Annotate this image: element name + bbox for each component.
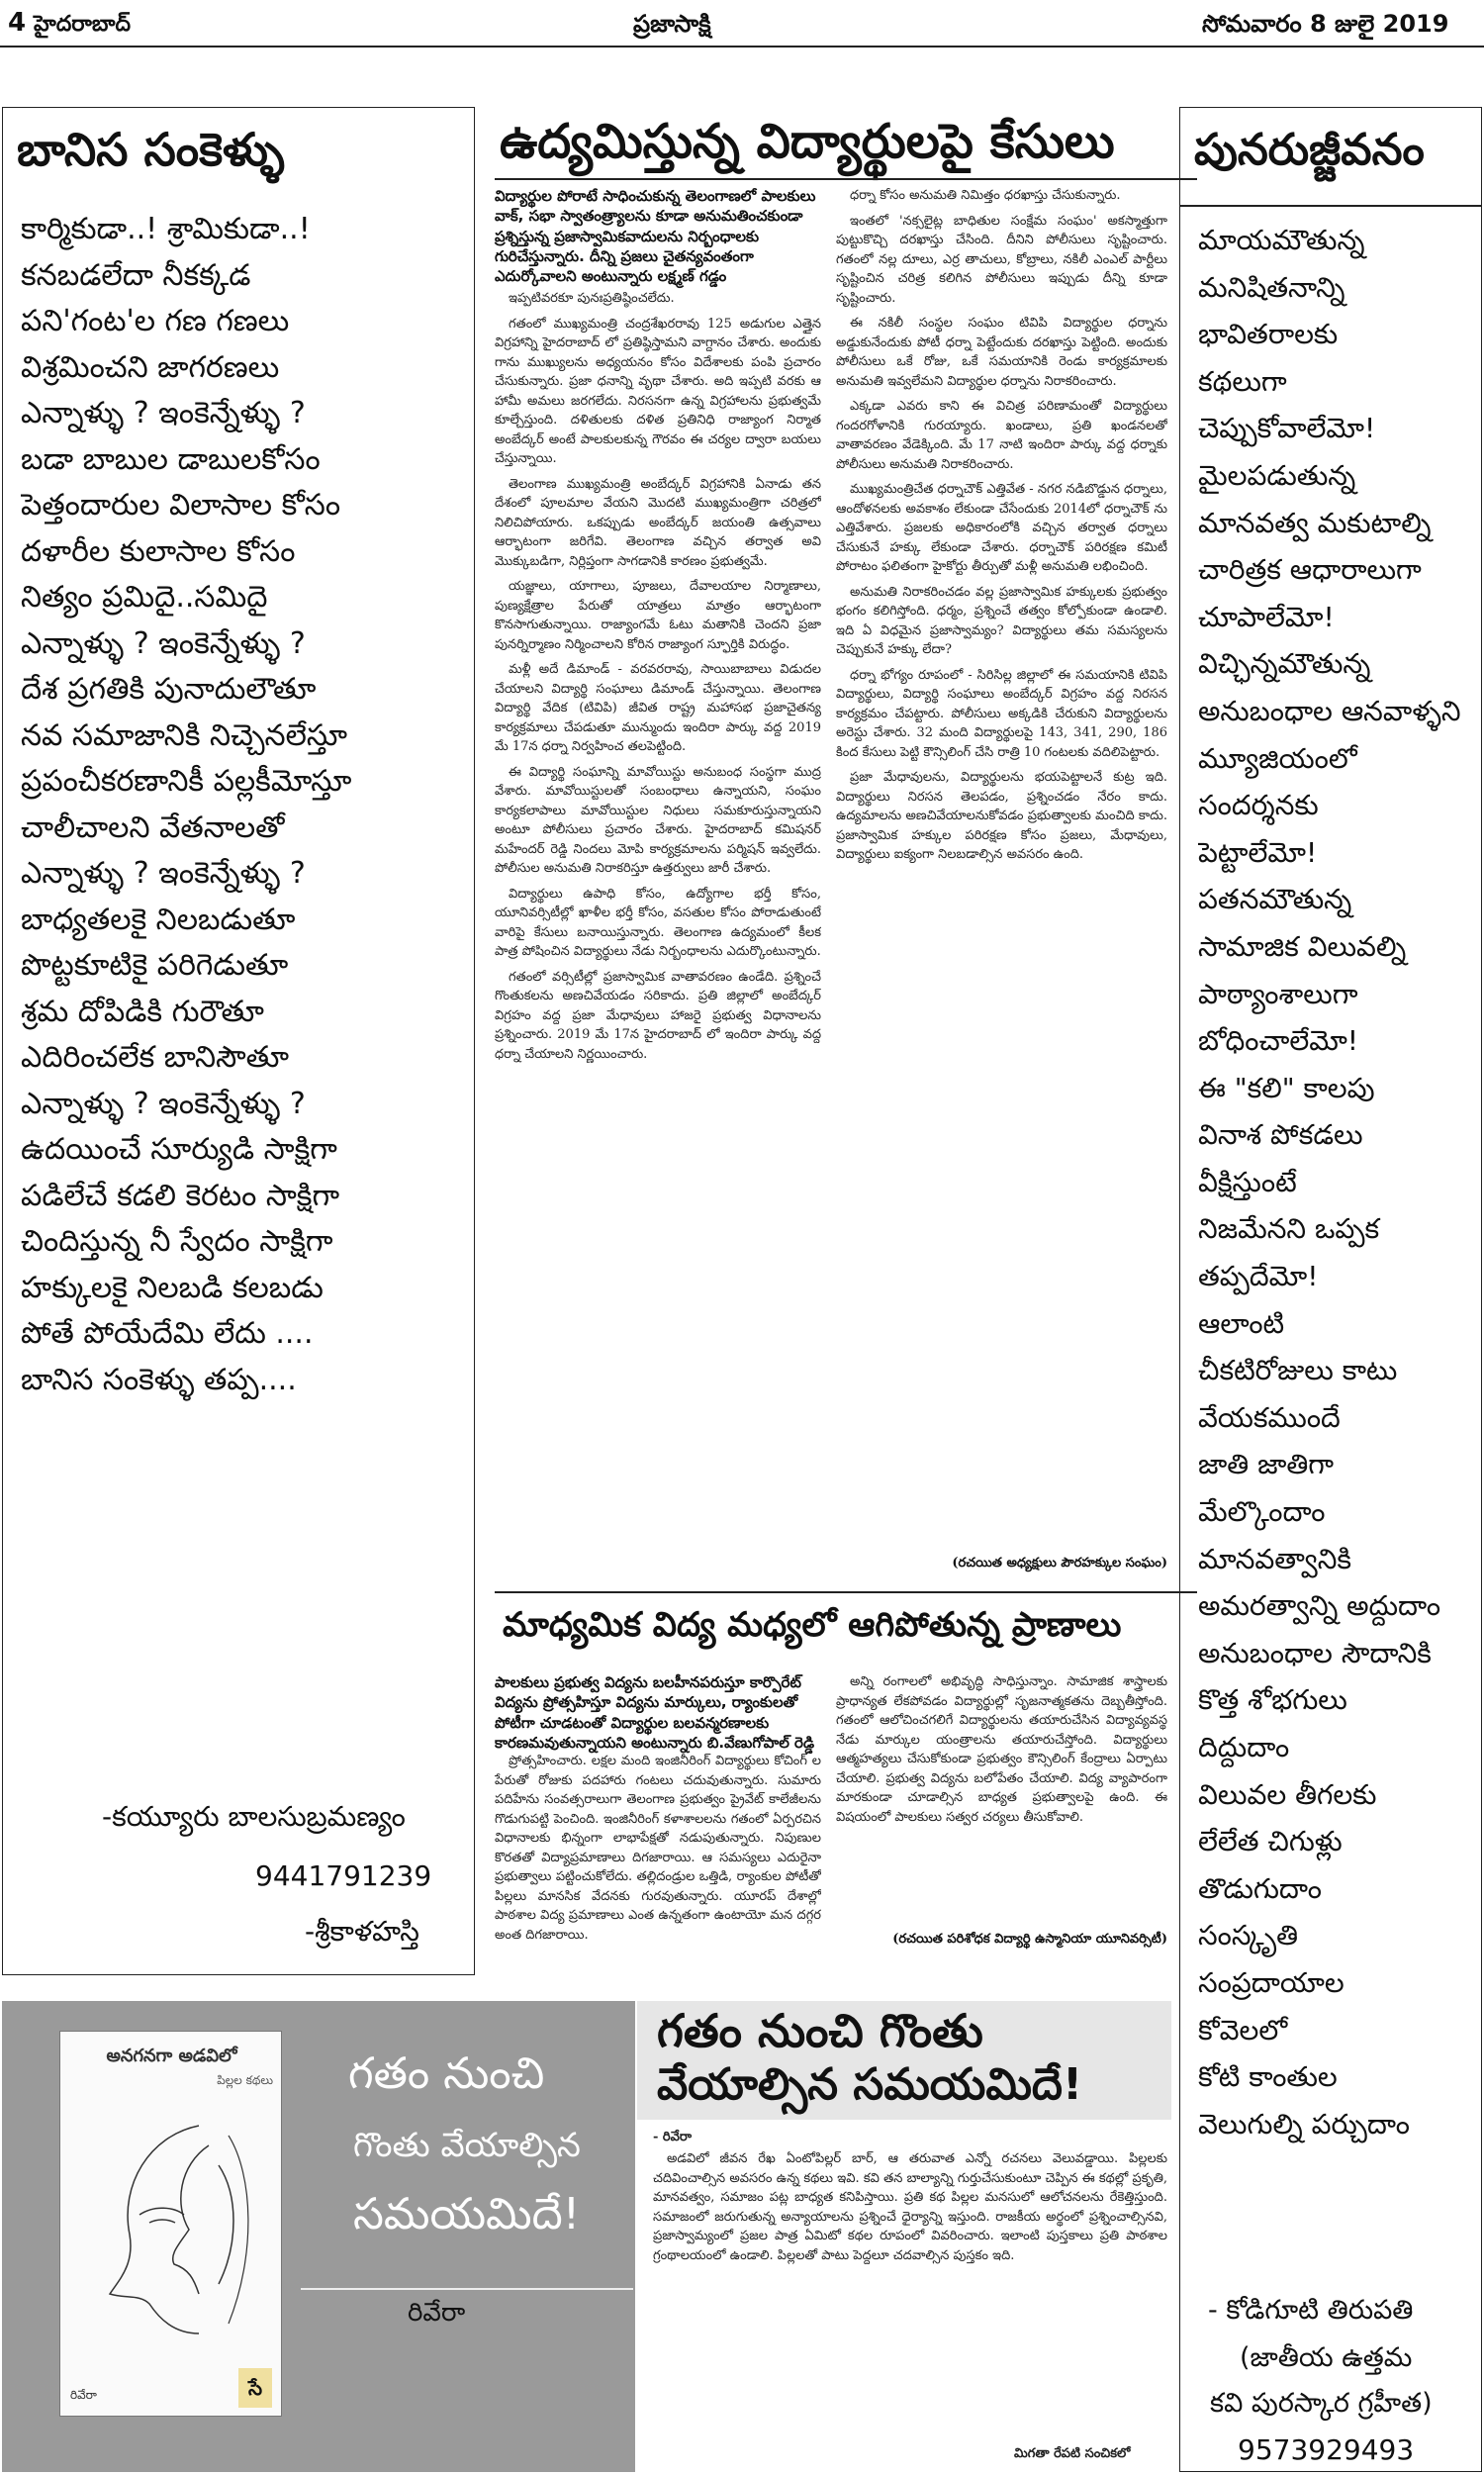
masthead: ప్రజాసాక్షి: [633, 10, 711, 38]
poem-line: పని'గంట'ల గణ గణలు: [21, 304, 290, 338]
poem-line: చారిత్రక ఆధారాలుగా: [1198, 553, 1422, 587]
poem-line: నిజమేనని ఒప్పక: [1198, 1212, 1380, 1246]
paragraph: ఇప్పటివరకూ పునఃప్రతిష్ఠించలేదు.: [509, 291, 675, 306]
poem-line: బడా బాబుల డాబులకోసం: [21, 441, 321, 477]
right-poem-lines: [1198, 217, 1475, 2147]
right-poem-author: - కోడిగూటి తిరుపతి: [1208, 2295, 1414, 2326]
poem-line: బానిస సంకెళ్ళు తప్ప....: [21, 1362, 297, 1397]
second-article-credit: (రచయిత పరిశోధక విద్యార్థి ఉస్మానియా యూనివర్సిటీ): [892, 1932, 1167, 1947]
poem-line: తొడుగుదాం: [1198, 1871, 1322, 1905]
left-poem-author: -కయ్యూరు బాలసుబ్రమణ్యం: [102, 1800, 406, 1833]
poem-line: కొత్త శోభగులు: [1198, 1683, 1347, 1717]
poem-line: మాయమౌతున్న: [1198, 224, 1365, 256]
paragraph: మళ్లీ అదే డిమాండ్ - వరవరరావు, సాయిబాబాలు విడుదల చేయాలని విద్యార్థి సంఘాలు డిమాండ్ చేస్తున్నాయి. తెలంగాణ విద్యార్థి వేదిక (టివిపి) జీవిత రాష్ట్ర మహాసభ ప్రజాచైతన్య కార్యక్రమాలు చేపడుతూ మున్ముందు ఇందిరా పార్కు వద్ద 2019 మే 17న ధర్నా నిర్వహించ తలపెట్టింది.: [495, 662, 821, 754]
second-article-col2: [836, 1672, 1167, 1925]
poem-line: పాఠ్యాంశాలుగా: [1198, 977, 1358, 1010]
poem-line: ఎదిరించలేక బానిసౌతూ: [21, 1040, 289, 1075]
book-cover-subtitle: పిల్లల కథలు: [217, 2073, 273, 2087]
second-headline: మాధ్యమిక విద్య మధ్యలో ఆగిపోతున్న ప్రాణాలు: [503, 1605, 1122, 1645]
poem-line: ప్రపంచీకరణానికీ పల్లకీమోస్తూ: [21, 764, 352, 799]
left-poem-place: -శ్రీకాళహస్తి: [305, 1915, 419, 1948]
poem-line: పొట్టకూటికై పరిగెడుతూ: [21, 948, 289, 983]
poem-line: పెట్టాలేమో!: [1198, 835, 1318, 869]
poem-line: అనుబంధాల సౌదానికి: [1198, 1636, 1432, 1669]
poem-line: ఎన్నాళ్ళు ? ఇంకెన్నేళ్ళు ?: [21, 625, 306, 661]
main-standfirst: విద్యార్థుల పోరాటే సాధించుకున్న తెలంగాణలో పాలకులు వాక్, సభా స్వాతంత్ర్యాలను కూడా అనుమతించకుండా ప్రశ్నిస్తున్న ప్రజాస్వామికవాదులను నిర్బంధాలకు గురిచేస్తున్నారు. దీన్ని ప్రజలు చైతన్యవంతంగా ఎదుర్కోవాలని అంటున్నారు లక్ష్మణ్ గడ్డం: [495, 187, 816, 285]
poem-line: మేల్కొందాం: [1198, 1495, 1326, 1529]
paragraph: ఈ నకిలీ సంస్థల సంఘం టివిపి విద్యార్థుల ధర్నాను అడ్డుకునేందుకు పోటీ ధర్నా పెట్టేందుకు దరఖాస్తు పెట్టింది. అందుకు పోలీసులు ఒకే రోజు, ఒకే సమయానికి రెండు కార్యక్రమాలకు అనుమతి ఇవ్వలేమని విద్యార్థుల ధర్నాను నిరాకరించారు.: [836, 316, 1167, 389]
poem-line: కథలుగా: [1198, 364, 1287, 398]
ad-author-name: రివేరా: [408, 2298, 466, 2328]
poem-line: ఉదయించే సూర్యుడి సాక్షిగా: [21, 1132, 337, 1167]
poem-line: దళారీల కులాసాల కోసం: [21, 533, 296, 569]
poem-line: కోటి కాంతుల: [1198, 2060, 1338, 2094]
city-label: హైదరాబాద్: [34, 12, 131, 37]
ad-tagline-1: గతం నుంచి: [348, 2048, 545, 2099]
paragraph: గతంలో ముఖ్యమంత్రి చంద్రశేఖరరావు 125 అడుగుల ఎత్తైన విగ్రహాన్ని హైదరాబాద్ లో ప్రతిష్ఠిస్తామని వాగ్దానం చేశారు. అందుకు గాను ముఖ్యులను అధ్యయనం కోసం విదేశాలకు పంపి ప్రచారం చేసుకున్నారు. ప్రజా ధనాన్ని వృథా చేశారు. అది ఇప్పటి వరకు ఆ హామీ అమలు జరగలేదు. నిరసనగా ఉన్న విగ్రహాలను ప్రభుత్వమే కూల్చేస్తుంది. దళితులకు దళిత ప్రతినిధి రాజ్యాంగ నిర్మాత అంబేద్కర్ అంటే పాలకులకున్న గౌరవం ఈ చర్యల ద్వారా బయలు చేస్తున్నాయి.: [495, 316, 821, 466]
ad-tagline-3: సమయమిదే!: [353, 2189, 581, 2239]
poem-line: నవ సమాజానికి నిచ్చెనలేస్తూ: [21, 717, 347, 753]
paragraph: గతంలో వర్సిటీల్లో ప్రజాస్వామిక వాతావరణం ఉండేది. ప్రశ్నించే గొంతుకలను అణచివేయడం సరికాదు. ప్రతి జిల్లాలో అంబేద్కర్ విగ్రహం వద్ద ప్రజా మేధావులు హాజరై ప్రభుత్వ విధానాలను ప్రశ్నించారు. 2019 మే 17న హైదరాబాద్ లో ఇందిరా పార్కు వద్ద ధర్నా చేయాలని నిర్ణయించారు.: [495, 969, 821, 1062]
poem-line: చీకటిరోజులు కాటు: [1198, 1354, 1398, 1387]
publisher-mark: సే: [238, 2368, 272, 2408]
paragraph: ఎక్కడా ఎవరు కాని ఈ విచిత్ర పరిణామంతో విద్యార్థులు గందరగోళానికి గురయ్యారు. ఖండాలు, ప్రతి ఖండనలతో వాతావరణం వేడెక్కింది. మే 17 నాటి ఇందిరా పార్కు వద్ద ధర్నాకు పోలీసులు అనుమతి నిరాకరించారు.: [836, 399, 1167, 472]
left-poem-title: బానిస సంకెళ్ళు: [17, 123, 285, 176]
poem-line: చిందిస్తున్న నీ స్వేదం సాక్షిగా: [21, 1224, 333, 1259]
book-cover-title: అనగనగా అడవిలో: [106, 2046, 237, 2066]
right-poem-box: [1179, 107, 1482, 2472]
paragraph: ముఖ్యమంత్రిచేత ధర్నాచౌక్ ఎత్తివేత - నగర నడిబొడ్డున ధర్నాలు, ఆందోళనలకు అవకాశం లేకుండా చేసేందుకు 2014లో ధర్నాచౌక్ ను ఎత్తివేశారు. ప్రజలకు అధికారంలోకి వచ్చిన తర్వాత ధర్నాలు చేసుకునే హక్కు లేకుండా చేశారు. ధర్నాచౌక్ పరిరక్షణ కమిటీ పోరాటం ఫలితంగా హైకోర్టు తీర్పుతో మళ్లీ అనుమతి లభించింది.: [836, 482, 1167, 574]
second-standfirst: పాలకులు ప్రభుత్వ విద్యను బలహీనపరుస్తూ కార్పొరేట్ విద్యను ప్రోత్సహిస్తూ విద్యను మార్కులు, ర్యాంకులతో పోటీగా చూడటంతో విద్యార్థుల బలవన్మరణాలకు కారణమవుతున్నాయని అంటున్నారు బి.వేణుగోపాల్ రెడ్డి: [495, 1673, 815, 1752]
left-poem-phone: 9441791239: [255, 1859, 432, 1892]
paragraph: ధర్నా కోసం అనుమతి నిమిత్తం ధరఖాస్తు చేసుకున్నారు.: [850, 188, 1121, 203]
paragraph: ఇంతలో 'నక్సలైట్ల బాధితుల సంక్షేమ సంఘం' అకస్మాత్తుగా పుట్టుకొచ్చి దరఖాస్తు చేసింది. దీనిని పోలీసులు సృష్టించారు. గతంలో నల్ల దూలు, ఎర్ర తాచులు, కోబ్రాలు, నకిలీ ఎంఎల్ పార్టీలు సృష్టించిన చరిత్ర కలిగిన పోలీసులు ఇప్పుడు దీన్ని కూడా సృష్టించారు.: [836, 213, 1167, 306]
poem-line: చెప్పుకోవాలేమో!: [1198, 412, 1376, 445]
paragraph: ప్రజా మేధావులను, విద్యార్థులను భయపెట్టాలనే కుట్ర ఇది. విద్యార్థులు నిరసన తెలపడం, ప్రశ్నించడం నేరం కాదు. ఉద్యమాలను అణచివేయాలనుకోవడం ప్రభుత్వాలకు మంచిది కాదు. ప్రజాస్వామిక హక్కుల పరిరక్షణ కోసం ప్రజలు, మేధావులు, విద్యార్థులు ఐక్యంగా నిలబడాల్సిన అవసరం ఉంది.: [836, 770, 1167, 862]
book-cover-author: రివేరా: [70, 2388, 97, 2402]
second-article-col1: [495, 1752, 821, 1959]
poem-line: పెత్తందారుల విలాసాల కోసం: [21, 488, 341, 523]
right-poem-title: పునరుజ్జీవనం: [1194, 125, 1425, 175]
review-headline-2: వేయాల్సిన సమయమిదే!: [657, 2059, 1083, 2110]
poem-line: వెలుగుల్ని పర్చుదాం: [1198, 2107, 1410, 2141]
review-headline-1: గతం నుంచి గొంతు: [657, 2004, 983, 2057]
poem-line: ఎన్నాళ్ళు ? ఇంకెన్నేళ్ళు ?: [21, 856, 306, 891]
poem-line: సంప్రదాయాల: [1198, 1965, 1345, 1999]
paragraph: అడవిలో జీవన రేఖ ఏంటోపిల్లర్ బార్, ఆ తరువాత ఎన్నో రచనలు వెలువడ్డాయి. పిల్లలకు చదివించాల్సిన అవసరం ఉన్న కథలు ఇవి. కవి తన బాల్యాన్ని గుర్తుచేసుకుంటూ చెప్పిన ఈ కథల్లో ప్రకృతి, మానవత్వం, సమాజం పట్ల బాధ్యత కనిపిస్తాయి. ప్రతి కథ పిల్లల మనసులో ఆలోచనలను రేకెత్తిస్తుంది. సమాజంలో జరుగుతున్న అన్యాయాలను ప్రశ్నించే ధైర్యాన్ని ఇస్తుంది. రాజకీయ అర్థంలో ప్రశ్నించాల్సినవి, ప్రజాస్వామ్యంలో ప్రజల పాత్ర ఏమిటో కథల రూపంలో వివరించారు. ఇలాంటి పుస్తకాలు ప్రతి పాఠశాల గ్రంథాలయంలో ఉండాలి. పిల్లలతో పాటు పెద్దలూ చదవాల్సిన పుస్తకం ఇది.: [653, 2151, 1167, 2263]
poem-line: కనబడలేదా నీకక్కడ: [21, 257, 251, 293]
page-number: 4: [8, 8, 27, 38]
second-article-top-rule: [495, 1591, 1197, 1593]
poem-line: మైలపడుతున్న: [1198, 458, 1356, 492]
poem-line: పడిలేచే కడలి కెరటం సాక్షిగా: [21, 1178, 340, 1213]
poem-line: మానవత్వ మకుటాల్ని: [1198, 506, 1432, 539]
poem-line: పోతే పోయేదేమి లేదు ....: [21, 1316, 314, 1351]
right-poem-phone: 9573929493: [1238, 2433, 1415, 2466]
paragraph: అనుమతి నిరాకరించడం వల్ల ప్రజాస్వామిక హక్కులకు ప్రభుత్వం భంగం కలిగిస్తోంది. ధర్మం, ప్రశ్నించే తత్వం కోల్పోకుండా ఉండాలి. ఇది ఏ విధమైన ప్రజాస్వామ్యం? విద్యార్థులు తమ సమస్యలను చెప్పుకునే హక్కు లేదా?: [836, 584, 1167, 657]
poem-line: అనుబంధాల ఆనవాళ్ళని: [1198, 694, 1461, 727]
poem-line: విలువల తీగలకు: [1198, 1777, 1377, 1811]
paragraph: ప్రోత్సహించారు. లక్షల మంది ఇంజినీరింగ్ విద్యార్థులు కోచింగ్ ల పేరుతో రోజుకు పదహారు గంటలు చదువుతున్నారు. సుమారు పదిహేను సంవత్సరాలుగా తెలంగాణ ప్రభుత్వం ప్రైవేట్ కాలేజీలను గొడుగుపట్టి పెంచింది. ఇంజినీరింగ్ కళాశాలలను గతంలో ఏర్పరచిన విధానాలకు భిన్నంగా లాభాపేక్షతో నడుపుతున్నారు. నిపుణుల కొరతతో విద్యాప్రమాణాలు దిగజారాయి. ఆ సమస్యలు ఎదురైనా ప్రభుత్వాలు పట్టించుకోలేదు. తల్లిదండ్రుల ఒత్తిడి, ర్యాంకుల పోటీతో పిల్లలు మానసిక వేదనకు గురవుతున్నారు. యూరప్ దేశాల్లో పాఠశాల విద్య ప్రమాణాలు ఎంత ఉన్నతంగా ఉంటాయో మన దగ్గర అంత దిగజారాయి.: [495, 1754, 821, 1943]
paragraph: యజ్ఞాలు, యాగాలు, పూజలు, దేవాలయాల నిర్మాణాలు, పుణ్యక్షేత్రాల పేరుతో యాత్రలు మాత్రం ఆర్భాటంగా కొనసాగుతున్నాయి. రాజ్యాంగమే ఓటు మతానికి చెందని ప్రజా పునర్నిర్మాణం నిర్మించాలని కోరిన రాజ్యాంగ స్ఫూర్తికి విరుద్ధం.: [495, 579, 821, 652]
poem-line: పతనమౌతున్న: [1198, 883, 1352, 916]
left-poem-box: [2, 107, 475, 1975]
poem-line: కార్మికుడా..! శ్రామికుడా..!: [21, 212, 311, 246]
review-continued: మిగతా రేపటి సంచికలో: [1014, 2446, 1131, 2461]
poem-line: శ్రమ దోపిడికి గురౌతూ: [21, 994, 264, 1029]
poem-line: ఆలాంటి: [1198, 1306, 1285, 1340]
main-headline: ఉద్యమిస్తున్న విద్యార్థులపై కేసులు: [500, 114, 1115, 169]
poem-line: తప్పదేమో!: [1198, 1260, 1319, 1293]
poem-line: దేశ ప్రగతికి పునాదులౌతూ: [21, 672, 317, 707]
book-cover: [59, 2031, 282, 2417]
ad-tagline-2: గొంతు వేయాల్సిన: [353, 2126, 581, 2165]
main-headline-rule: [495, 178, 1197, 180]
poem-line: జాతి జాతిగా: [1198, 1448, 1335, 1481]
poem-line: భావితరాలకు: [1198, 318, 1339, 351]
poem-line: ఎన్నాళ్ళు ? ఇంకెన్నేళ్ళు ?: [21, 1086, 306, 1121]
right-poem-award-2: కవి పురస్కార గ్రహీత): [1210, 2388, 1433, 2419]
paragraph: అన్ని రంగాలలో అభివృద్ధి సాధిస్తున్నాం. సామాజిక శాస్త్రాలకు ప్రాధాన్యత లేకపోవడం విద్యార్థుల్లో సృజనాత్మకతను దెబ్బతీస్తోంది. గతంలో ఆలోచించగలిగే విద్యార్థులను తయారుచేసిన విద్యావ్యవస్థ నేడు మార్కుల యంత్రాలను తయారుచేస్తోంది. విద్యార్థులు ఆత్మహత్యలు చేసుకోకుండా ప్రభుత్వం కౌన్సిలింగ్ కేంద్రాలు ఏర్పాటు చేయాలి. ప్రభుత్వ విద్యను బలోపేతం చేయాలి. విద్య వ్యాపారంగా మారకుండా చూడాల్సిన బాధ్యత ప్రభుత్వాలపై ఉంది. ఈ విషయంలో పాలకులు సత్వర చర్యలు తీసుకోవాలి.: [836, 1674, 1167, 1825]
poem-line: వేయకముందే: [1198, 1400, 1341, 1434]
poem-line: అమరత్వాన్ని అద్దుదాం: [1198, 1589, 1441, 1623]
poem-line: ఎన్నాళ్ళు ? ఇంకెన్నేళ్ళు ?: [21, 396, 306, 430]
paragraph: విద్యార్థులు ఉపాధి కోసం, ఉద్యోగాల భర్తీ కోసం, యూనివర్సిటీల్లో ఖాళీల భర్తీ కోసం, వసతుల కోసం పోరాడుతుంటే వారిపై కేసులు బనాయిస్తున్నారు. తెలంగాణ ఉద్యమంలో కీలక పాత్ర పోషించిన విద్యార్థులు నేడు నిర్బంధాలను ఎదుర్కొంటున్నారు.: [495, 886, 821, 959]
review-byline: - రివేరా: [653, 2130, 693, 2144]
poem-line: దిద్దుదాం: [1198, 1731, 1290, 1763]
main-article-credit: (రచయిత అధ్యక్షులు పౌరహక్కుల సంఘం): [952, 1556, 1167, 1571]
main-article-col1: [495, 289, 821, 1575]
poem-line: విశ్రమించని జాగరణలు: [21, 349, 280, 385]
poem-line: విచ్ఛిన్నమౌతున్న: [1198, 647, 1371, 681]
poem-line: సందర్శనకు: [1198, 789, 1319, 822]
main-article-col2: [836, 186, 1167, 1547]
poem-line: మానవత్వానికి: [1198, 1542, 1352, 1575]
poem-line: మ్యూజియంలో: [1198, 741, 1357, 775]
poem-line: చాలీచాలని వేతనాలతో: [21, 809, 285, 845]
right-poem-title-rule: [1180, 205, 1481, 207]
left-poem-lines: [21, 207, 466, 1403]
issue-date: సోమవారం 8 జులై 2019: [1202, 10, 1449, 38]
poem-line: మనిషితనాన్ని: [1198, 270, 1345, 304]
poem-line: ఈ "కలి" కాలపు: [1198, 1071, 1375, 1104]
header-rule: [0, 46, 1484, 48]
review-body: [653, 2149, 1167, 2436]
review-headline-box: [637, 2001, 1171, 2120]
paragraph: ధర్నా భోగ్యం రూపంలో - సిరిసిల్ల జిల్లాలో ఈ సమయానికి టివిపి విద్యార్థులు, విద్యార్థి సంఘాలు అంబేద్కర్ విగ్రహం వద్ద నిరసన కార్యక్రమం చేపట్టారు. పోలీసులు అక్కడికి చేరుకుని విద్యార్థులను అరెస్టు చేశారు. 32 మంది విద్యార్థులపై 143, 341, 290, 186 కింద కేసులు పెట్టి కౌన్సిలింగ్ చేసి రాత్రి 10 గంటలకు వదిలిపెట్టారు.: [836, 667, 1167, 760]
book-ad-panel: [2, 2001, 635, 2472]
poem-line: బాధ్యతలకై నిలబడుతూ: [21, 902, 296, 937]
paragraph: తెలంగాణ ముఖ్యమంత్రి అంబేద్కర్ విగ్రహానికి ఏనాడు తన దేశంలో పూలమాల వేయని మొదటి ముఖ్యమంత్రిగా చరిత్రలో నిలిచిపోయారు. ఒకప్పుడు అంబేద్కర్ జయంతి ఉత్సవాలు ఆర్భాటంగా జరిగేవి. తెలంగాణ వచ్చిన తర్వాత అవి మొక్కుబడిగా, నిర్లిప్తంగా సాగడానికి కారణం ప్రభుత్వమే.: [495, 476, 821, 569]
poem-line: సామాజిక విలువల్ని: [1198, 929, 1407, 963]
poem-line: బోధించాలేమో!: [1198, 1024, 1359, 1058]
paragraph: ఈ విద్యార్థి సంఘాన్ని మావోయిస్టు అనుబంధ సంస్థగా ముద్ర వేశారు. మావోయిస్టులతో సంబంధాలు ఉన్నాయని, సంఘం కార్యకలాపాలు మావోయిస్టుల నిధులు సమకూరుస్తున్నాయని అంటూ పోలీసులు ప్రచారం చేశారు. హైదరాబాద్ కమిషనర్ మహేందర్ రెడ్డి నిందలు మోపి కార్యక్రమాలను పర్మిషన్ ఇవ్వలేదు. పోలీసుల అనుమతి నిరాకరిస్తూ ఉత్తర్వులు జారీ చేశారు.: [495, 764, 821, 876]
poem-line: లేలేత చిగుళ్లు: [1198, 1825, 1343, 1858]
poem-line: వినాశ పోకడలు: [1198, 1118, 1363, 1152]
poem-line: సంస్కృతి: [1198, 1919, 1298, 1952]
poem-line: హక్కులకై నిలబడి కలబడు: [21, 1270, 324, 1305]
poem-line: వీక్షిస్తుంటే: [1198, 1165, 1297, 1198]
poem-line: నిత్యం ప్రమిదై..సమిదై: [21, 580, 268, 615]
poem-line: చూపాలేమో!: [1198, 600, 1335, 633]
poem-line: కోవెలలో: [1198, 2013, 1288, 2047]
ad-divider: [301, 2288, 633, 2290]
book-cover-face-illustration: [80, 2106, 263, 2353]
right-poem-award-1: (జాతీయ ఉత్తమ: [1240, 2342, 1413, 2373]
